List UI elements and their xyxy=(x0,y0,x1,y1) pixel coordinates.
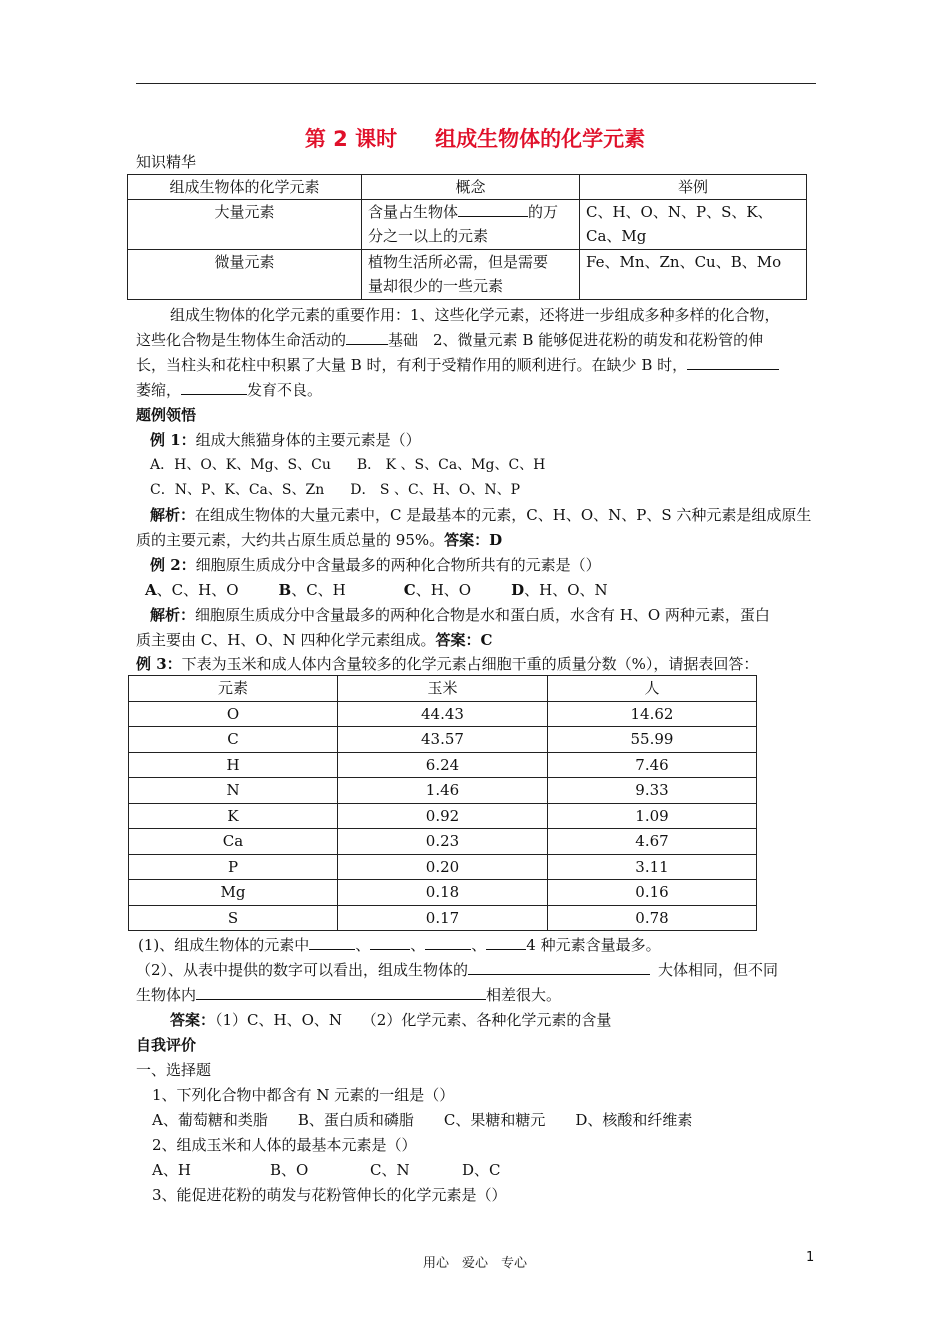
example-2-question: 例 2：细胞原生质成分中含量最多的两种化合物所共有的元素是（） xyxy=(150,556,601,574)
example-3-subquestion-2: （2）、从表中提供的数字可以看出，组成生物体的 大体相同，但不同 xyxy=(136,961,779,979)
header-rule xyxy=(136,83,816,84)
blank-line xyxy=(181,379,247,395)
example-3-subquestion-2: 生物体内 相差很大。 xyxy=(136,986,562,1004)
table-cell: 4.67 xyxy=(548,829,757,855)
table-header: 举例 xyxy=(580,175,807,200)
paragraph-line: 长，当柱头和花柱中积累了大量 B 时，有利于受精作用的顺利进行。在缺少 B 时， xyxy=(136,353,779,377)
table-cell: 含量占生物体 的万 分之一以上的元素 xyxy=(362,200,580,250)
table-header-row xyxy=(128,175,807,200)
example-2-options: A、C、H、O B、C、H C、H、O D、H、O、N xyxy=(145,581,608,599)
table-cell: N xyxy=(129,778,338,804)
table-cell: 55.99 xyxy=(548,727,757,753)
table-cell: S xyxy=(129,905,338,931)
blank-line xyxy=(486,934,526,950)
table-row xyxy=(128,250,807,300)
blank-line xyxy=(468,959,650,975)
table-cell: K xyxy=(129,803,338,829)
table-header-row xyxy=(129,676,757,702)
section-examples: 题例领悟 xyxy=(136,406,197,424)
table-row xyxy=(129,752,757,778)
table-row xyxy=(128,200,807,250)
self-question-2-options: A、H B、O C、N D、C xyxy=(152,1161,501,1179)
table-row xyxy=(129,880,757,906)
self-question-1-options: A、葡萄糖和类脂 B、蛋白质和磷脂 C、果糖和糖元 D、核酸和纤维素 xyxy=(152,1111,693,1129)
self-question-1: 1、下列化合物中都含有 N 元素的一组是（） xyxy=(152,1086,455,1104)
table-cell: 7.46 xyxy=(548,752,757,778)
paragraph-line: 组成生物体的化学元素的重要作用：1、这些化学元素，还将进一步组成多种多样的化合物， xyxy=(170,306,780,324)
example-3-answer: 答案：（1）C、H、O、N （2）化学元素、各种化学元素的含量 xyxy=(170,1011,612,1029)
element-content-table xyxy=(128,675,757,931)
table-cell: H xyxy=(129,752,338,778)
example-1-options: C．N、P、K、Ca、S、Zn D． S 、C、H、O、N、P xyxy=(150,482,521,498)
page-number: 1 xyxy=(806,1250,815,1265)
table-cell: 0.16 xyxy=(548,880,757,906)
table-cell: P xyxy=(129,854,338,880)
self-question-2: 2、组成玉米和人体的最基本元素是（） xyxy=(152,1136,417,1154)
table-row xyxy=(129,803,757,829)
table-cell: 0.92 xyxy=(338,803,548,829)
self-part-heading: 一、选择题 xyxy=(136,1061,212,1079)
table-cell: 微量元素 xyxy=(128,250,362,300)
table-row xyxy=(129,727,757,753)
table-header: 玉米 xyxy=(338,676,548,702)
example-1-analysis: 质的主要元素，大约共占原生质总量的 95%。答案：D xyxy=(136,531,503,549)
table-cell: 0.18 xyxy=(338,880,548,906)
table-cell: 0.23 xyxy=(338,829,548,855)
table-cell: Ca xyxy=(129,829,338,855)
table-row xyxy=(129,829,757,855)
section-self-evaluation: 自我评价 xyxy=(136,1036,197,1054)
table-cell: Fe、Mn、Zn、Cu、B、Mo xyxy=(580,250,807,300)
self-question-3: 3、能促进花粉的萌发与花粉管伸长的化学元素是（） xyxy=(152,1186,507,1204)
blank-line xyxy=(458,201,528,217)
blank-line xyxy=(346,329,388,345)
table-header: 人 xyxy=(548,676,757,702)
blank-line xyxy=(687,354,779,370)
page-footer: 用心 爱心 专心 xyxy=(422,1256,527,1271)
example-3-subquestion-1: (1)、组成生物体的元素中 、 、 、 4 种元素含量最多。 xyxy=(138,936,661,954)
table-cell: C、H、O、N、P、S、K、Ca、Mg xyxy=(580,200,807,250)
table-cell: 1.46 xyxy=(338,778,548,804)
table-cell: 大量元素 xyxy=(128,200,362,250)
table-cell: 44.43 xyxy=(338,701,548,727)
example-1-question: 例 1：组成大熊猫身体的主要元素是（） xyxy=(150,431,421,449)
table-cell: 9.33 xyxy=(548,778,757,804)
table-row xyxy=(129,701,757,727)
blank-line xyxy=(425,934,471,950)
table-cell: 14.62 xyxy=(548,701,757,727)
table-header: 组成生物体的化学元素 xyxy=(128,175,362,200)
example-3-question: 例 3：下表为玉米和成人体内含量较多的化学元素占细胞干重的质量分数（%），请据表回答： xyxy=(136,655,759,673)
paragraph-line: 这些化合物是生物体生命活动的 基础 2、微量元素 B 能够促进花粉的萌发和花粉管的伸 xyxy=(136,331,764,349)
blank-line xyxy=(196,984,486,1000)
section-knowledge: 知识精华 xyxy=(136,153,197,171)
table-cell: O xyxy=(129,701,338,727)
table-cell: 植物生活所必需，但是需要 量却很少的一些元素 xyxy=(362,250,580,300)
table-cell: 3.11 xyxy=(548,854,757,880)
table-cell: 0.20 xyxy=(338,854,548,880)
table-cell: 0.17 xyxy=(338,905,548,931)
table-header: 概念 xyxy=(362,175,580,200)
table-row xyxy=(129,778,757,804)
table-row xyxy=(129,905,757,931)
page-title: 第 2 课时 组成生物体的化学元素 xyxy=(304,127,646,151)
table-header: 元素 xyxy=(129,676,338,702)
blank-line xyxy=(309,934,355,950)
example-1-analysis: 解析：在组成生物体的大量元素中，C 是最基本的元素，C、H、O、N、P、S 六种元素是组成原生 xyxy=(150,506,812,524)
table-cell: 43.57 xyxy=(338,727,548,753)
paragraph-line: 萎缩， 发育不良。 xyxy=(136,381,323,399)
blank-line xyxy=(370,934,410,950)
table-row xyxy=(129,854,757,880)
example-2-analysis: 解析：细胞原生质成分中含量最多的两种化合物是水和蛋白质，水含有 H、O 两种元素，蛋白 xyxy=(150,606,770,624)
elements-table xyxy=(127,174,807,300)
example-2-analysis: 质主要由 C、H、O、N 四种化学元素组成。答案：C xyxy=(136,631,493,649)
table-cell: C xyxy=(129,727,338,753)
table-cell: 6.24 xyxy=(338,752,548,778)
table-cell: Mg xyxy=(129,880,338,906)
table-cell: 0.78 xyxy=(548,905,757,931)
table-cell: 1.09 xyxy=(548,803,757,829)
example-1-options: A．H、O、K、Mg、S、Cu B． K 、S、Ca、Mg、C、H xyxy=(150,457,546,473)
